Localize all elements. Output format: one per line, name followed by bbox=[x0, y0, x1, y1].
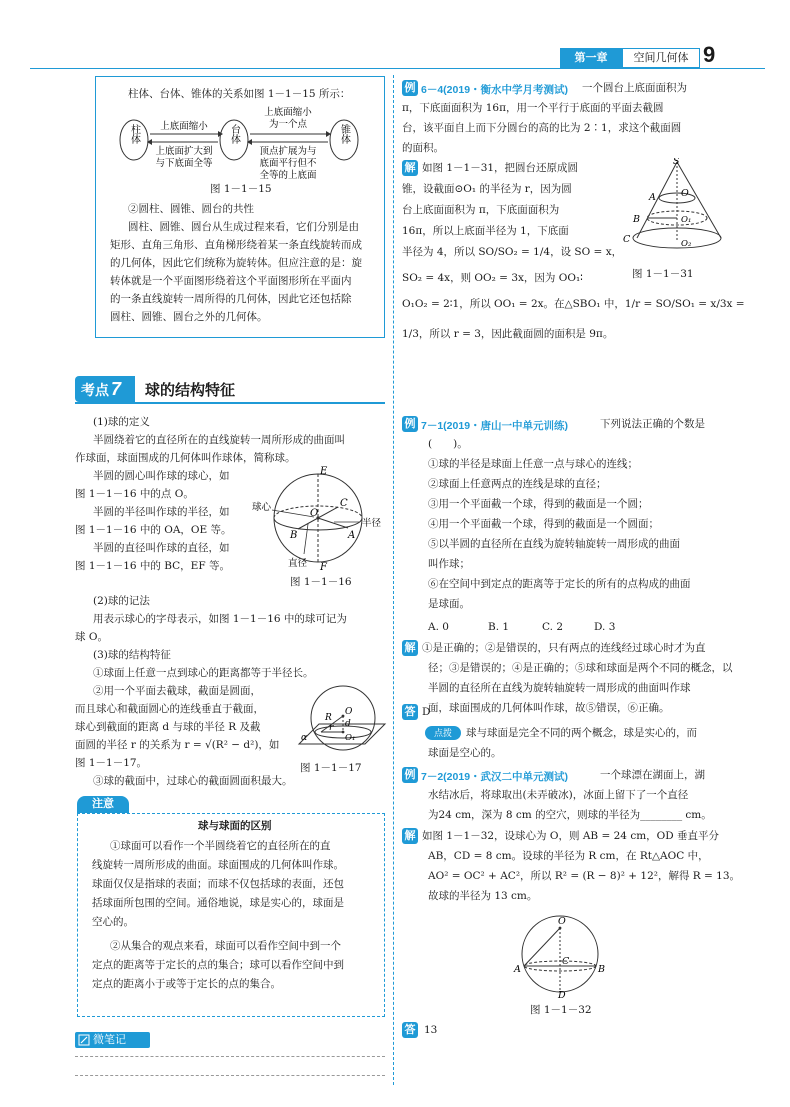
tip-tag: 点拨 bbox=[425, 726, 461, 740]
svg-text:全等的上底面: 全等的上底面 bbox=[259, 170, 317, 181]
sec3-line: ①球面上任意一点到球心的距离都等于半径长。 bbox=[93, 667, 314, 679]
example-label: 7－1(2019・唐山一中单元训练) bbox=[421, 420, 569, 432]
svg-text:B: B bbox=[598, 964, 605, 975]
solution-line: 16π，所以上底面半径为 1，下底面 bbox=[402, 225, 569, 237]
answer-badge: 答 bbox=[402, 1022, 418, 1038]
svg-text:球心: 球心 bbox=[252, 502, 272, 513]
note-line: 线旋转一周所形成的曲面。球面围成的几何体叫作球。 bbox=[92, 859, 344, 871]
sec1-line: 作球面，球面围成的几何体叫作球体，简称球。 bbox=[75, 452, 296, 464]
box-line: 的一条直线旋转一周所得的几何体，因此它还包括除 bbox=[110, 293, 352, 305]
solution-line: 如图 1－1－32，设球心为 O，则 AB = 24 cm，OD 垂直平分 bbox=[422, 830, 720, 842]
svg-text:E: E bbox=[320, 466, 328, 477]
option-item: 是球面。 bbox=[428, 598, 470, 610]
box-line: 矩形、直角三角形、直角梯形绕着某一条直线旋转而成 bbox=[110, 239, 362, 251]
box-line: 圆柱、圆锥、圆台从生成过程来看，它们分别是由 bbox=[128, 221, 359, 233]
solution-badge: 解 bbox=[402, 828, 418, 844]
fig-32-caption: 图 1－1－32 bbox=[530, 1004, 592, 1016]
svg-text:O: O bbox=[681, 188, 689, 199]
pencil-icon bbox=[78, 1034, 90, 1046]
sec3-line: 球心到截面的距离 d 与球的半径 R 及截 bbox=[75, 721, 261, 733]
question-line: 为24 cm，深为 8 cm 的空穴，则球的半径为________ cm。 bbox=[428, 809, 712, 821]
svg-text:r: r bbox=[329, 723, 334, 733]
sec3-line: 图 1－1－17。 bbox=[75, 757, 148, 769]
svg-text:C: C bbox=[340, 498, 348, 509]
option-item: ⑤以半圆的直径所在直线为旋转轴旋转一周形成的曲面 bbox=[428, 538, 680, 550]
chapter-tag: 第一章 bbox=[560, 48, 622, 68]
svg-text:上底面缩小: 上底面缩小 bbox=[160, 121, 208, 132]
question-line: π，下底面面积为 16π，用一个平行于底面的平面去截圆 bbox=[402, 102, 664, 114]
svg-text:F: F bbox=[320, 562, 327, 573]
sec2-line: 球 O。 bbox=[75, 631, 108, 643]
kaodian-rule bbox=[75, 402, 385, 404]
sec3-line: ②用一个平面去截球，截面是圆面， bbox=[93, 685, 261, 697]
note-line: 球面仅仅是指球的表面；而球不仅包括球的表面，还包 bbox=[92, 878, 344, 890]
question-line: 下列说法正确的个数是 bbox=[600, 418, 705, 430]
svg-text:C: C bbox=[562, 956, 570, 967]
flow-n2: 台体 bbox=[228, 124, 240, 144]
box-line: 转体就是一个平面图形绕着这个平面图形所在平面内 bbox=[110, 275, 352, 287]
note-line: 定点的距离小于或等于定长的点的集合。 bbox=[92, 978, 281, 990]
option-item: ④用一个平面截一个球，得到的截面是一个圆面； bbox=[428, 518, 659, 530]
sec1-side: 半圆的圆心叫作球的球心，如 bbox=[93, 470, 230, 482]
solution-line: AO² = OC² + AC²，所以 R² = (R − 8)² + 12²，解得 R = 13。 bbox=[428, 870, 741, 882]
sec1-line: 半圆绕着它的直径所在的直线旋转一周所形成的曲面叫 bbox=[93, 434, 345, 446]
svg-text:底面平行但不: 底面平行但不 bbox=[259, 158, 317, 169]
note-tab: 注意 bbox=[77, 796, 129, 813]
box-line: 圆柱、圆锥、圆台之外的几何体。 bbox=[110, 311, 268, 323]
solution-line: 径；③是错误的；④是正确的；⑤球和球面是两个不同的概念，以 bbox=[428, 662, 733, 674]
svg-text:O: O bbox=[345, 707, 353, 717]
box-subtitle: ②圆柱、圆锥、圆台的共性 bbox=[128, 203, 254, 215]
svg-text:O: O bbox=[310, 508, 319, 519]
svg-text:B: B bbox=[290, 530, 298, 541]
flow-n3: 锥体 bbox=[338, 124, 350, 144]
figure-1-1-16 bbox=[252, 466, 387, 576]
solution-line: 故球的半径为 13 cm。 bbox=[428, 890, 538, 902]
question-line: 水结冰后，将球取出(未弄破冰)，冰面上留下了一个直径 bbox=[428, 789, 689, 801]
note-line: 空心的。 bbox=[92, 916, 134, 928]
svg-text:O₂: O₂ bbox=[681, 239, 692, 249]
note-writing-line bbox=[75, 1075, 385, 1076]
svg-text:d: d bbox=[345, 719, 351, 729]
example-badge: 例 bbox=[402, 767, 418, 783]
question-paren: ( )。 bbox=[428, 438, 468, 450]
chapter-title: 空间几何体 bbox=[622, 48, 700, 68]
note-line: 括球面所包围的空间。通俗地说，球是实心的，球面是 bbox=[92, 897, 344, 909]
example-label: 7－2(2019・武汉二中单元测试) bbox=[421, 771, 569, 783]
svg-text:顶点扩展为与: 顶点扩展为与 bbox=[259, 146, 317, 157]
question-line: 台，该平面自上而下分圆台的高的比为 2∶1，求这个截面圆 bbox=[402, 122, 682, 134]
option-item: ②球面上任意两点的连线是球的直径； bbox=[428, 478, 607, 490]
svg-text:与下底面全等: 与下底面全等 bbox=[155, 158, 213, 169]
note-line: 定点的距离等于定长的点的集合；球可以看作空间中到 bbox=[92, 959, 344, 971]
solution-line: ①是正确的；②是错误的，只有两点的连线经过球心时才为直 bbox=[422, 642, 706, 654]
svg-text:α: α bbox=[301, 733, 308, 743]
figure-1-1-17 bbox=[285, 682, 387, 764]
option-item: ③用一个平面截一个球，得到的截面是一个圆； bbox=[428, 498, 649, 510]
sec3-line: ③球的截面中，过球心的截面圆面积最大。 bbox=[93, 775, 293, 787]
solution-line: 锥，设截面⊙O₁ 的半径为 r，因为圆 bbox=[402, 183, 572, 195]
note-line: ①球面可以看作一个半圆绕着它的直径所在的直 bbox=[110, 840, 331, 852]
svg-text:O₁: O₁ bbox=[345, 733, 356, 743]
solution-line: AB，CD = 8 cm。设球的半径为 R cm，在 Rt△AOC 中， bbox=[428, 850, 709, 862]
solution-line: 1/3，所以 r = 3，因此截面圆的面积是 9π。 bbox=[402, 328, 614, 340]
svg-text:为一个点: 为一个点 bbox=[268, 119, 308, 130]
svg-text:O: O bbox=[558, 916, 566, 927]
column-divider bbox=[393, 75, 394, 1085]
example-label: 6－4(2019・衡水中学月考测试) bbox=[421, 84, 569, 96]
sec2-line: 用表示球心的字母表示，如图 1－1－16 中的球可记为 bbox=[93, 613, 347, 625]
header-rule bbox=[30, 68, 765, 69]
question-line: 的面积。 bbox=[402, 142, 444, 154]
sec1-side: 图 1－1－16 中的点 O。 bbox=[75, 488, 194, 500]
choice-c: C. 2 bbox=[542, 621, 564, 633]
micro-notes-tag: 微笔记 bbox=[75, 1032, 150, 1048]
sec3-title: (3)球的结构特征 bbox=[93, 649, 171, 661]
sec1-side: 半圆的直径叫作球的直径，如 bbox=[93, 542, 230, 554]
kaodian-title: 球的结构特征 bbox=[145, 382, 236, 399]
flow-n1: 柱体 bbox=[128, 124, 140, 144]
solution-badge: 解 bbox=[402, 160, 418, 176]
fig-15-caption: 图 1－1－15 bbox=[210, 183, 272, 195]
answer-value: 13 bbox=[424, 1024, 438, 1036]
solution-badge: 解 bbox=[402, 640, 418, 656]
solution-line: 半径为 4，所以 SO/SO₂ = 1/4，设 SO = x， bbox=[402, 246, 623, 258]
option-item: ⑥在空间中到定点的距离等于定长的所有的点构成的曲面 bbox=[428, 578, 691, 590]
solution-line: 如图 1－1－31，把圆台还原成圆 bbox=[422, 162, 579, 174]
option-item: 叫作球； bbox=[428, 558, 470, 570]
question-line: 一个球漂在湖面上，湖 bbox=[600, 769, 705, 781]
svg-text:R: R bbox=[325, 713, 332, 723]
solution-line: 半圆的直径所在直线为旋转轴旋转一周形成的曲面叫作球 bbox=[428, 682, 691, 694]
svg-text:C: C bbox=[623, 234, 631, 245]
sec1-title: (1)球的定义 bbox=[93, 416, 150, 428]
sec3-line: 面圆的半径 r 的关系为 r = √(R² − d²)，如 bbox=[75, 739, 280, 751]
svg-text:D: D bbox=[558, 990, 566, 998]
answer-value: D bbox=[422, 706, 431, 718]
tip-line: 球面是空心的。 bbox=[428, 747, 502, 759]
sec1-side: 半圆的半径叫作球的半径，如 bbox=[93, 506, 230, 518]
sec2-title: (2)球的记法 bbox=[93, 595, 150, 607]
svg-text:A: A bbox=[514, 964, 521, 975]
page-number: 9 bbox=[703, 42, 716, 67]
example-badge: 例 bbox=[402, 416, 418, 432]
tip-line: 球与球面是完全不同的两个概念，球是实心的，而 bbox=[466, 727, 697, 739]
note-line: ②从集合的观点来看，球面可以看作空间中到一个 bbox=[110, 940, 341, 952]
box-line: 的几何体，因此它们统称为旋转体。但应注意的是：旋 bbox=[110, 257, 362, 269]
svg-text:上底面扩大到: 上底面扩大到 bbox=[155, 146, 213, 157]
answer-badge: 答 bbox=[402, 704, 418, 720]
question-line: 一个圆台上底面面积为 bbox=[582, 82, 687, 94]
example-badge: 例 bbox=[402, 80, 418, 96]
fig-16-caption: 图 1－1－16 bbox=[290, 576, 352, 588]
svg-text:半径: 半径 bbox=[362, 518, 382, 529]
solution-line: 面，球面围成的几何体叫作球，故⑤错误，⑥正确。 bbox=[428, 702, 670, 714]
svg-text:上底面缩小: 上底面缩小 bbox=[264, 107, 312, 118]
fig-17-caption: 图 1－1－17 bbox=[300, 762, 362, 774]
note-title: 球与球面的区别 bbox=[198, 820, 272, 832]
svg-text:直径: 直径 bbox=[288, 558, 308, 569]
note-writing-line bbox=[75, 1056, 385, 1057]
sec1-side: 图 1－1－16 中的 OA，OE 等。 bbox=[75, 524, 232, 536]
option-item: ①球的半径是球面上任意一点与球心的连线； bbox=[428, 458, 638, 470]
solution-line: O₁O₂ = 2∶1，所以 OO₁ = 2x。在△SBO₁ 中，1/r = SO/SO₁ = x/3x = bbox=[402, 298, 745, 310]
solution-line: SO₂ = 4x，则 OO₂ = 3x，因为 OO₁∶ bbox=[402, 272, 583, 284]
sec1-side: 图 1－1－16 中的 BC，EF 等。 bbox=[75, 560, 230, 572]
svg-text:A: A bbox=[649, 192, 656, 203]
choice-d: D. 3 bbox=[594, 621, 616, 633]
box-intro: 柱体、台体、锥体的关系如图 1－1－15 所示： bbox=[128, 88, 351, 100]
figure-1-1-15 bbox=[112, 104, 382, 184]
solution-line: 台上底面面积为 π，下底面面积为 bbox=[402, 204, 560, 216]
fig-31-caption: 图 1－1－31 bbox=[632, 268, 694, 280]
sec3-line: 而且球心和截面圆心的连线垂直于截面， bbox=[75, 703, 264, 715]
kaodian-tag: 考点 7 bbox=[75, 376, 135, 402]
choice-a: A. 0 bbox=[428, 621, 449, 633]
figure-1-1-32 bbox=[512, 912, 608, 998]
figure-1-1-31 bbox=[605, 158, 745, 268]
svg-text:B: B bbox=[633, 214, 640, 225]
svg-text:O₁: O₁ bbox=[681, 215, 692, 225]
choice-b: B. 1 bbox=[488, 621, 510, 633]
svg-text:A: A bbox=[348, 530, 356, 541]
svg-text:S: S bbox=[673, 158, 680, 167]
